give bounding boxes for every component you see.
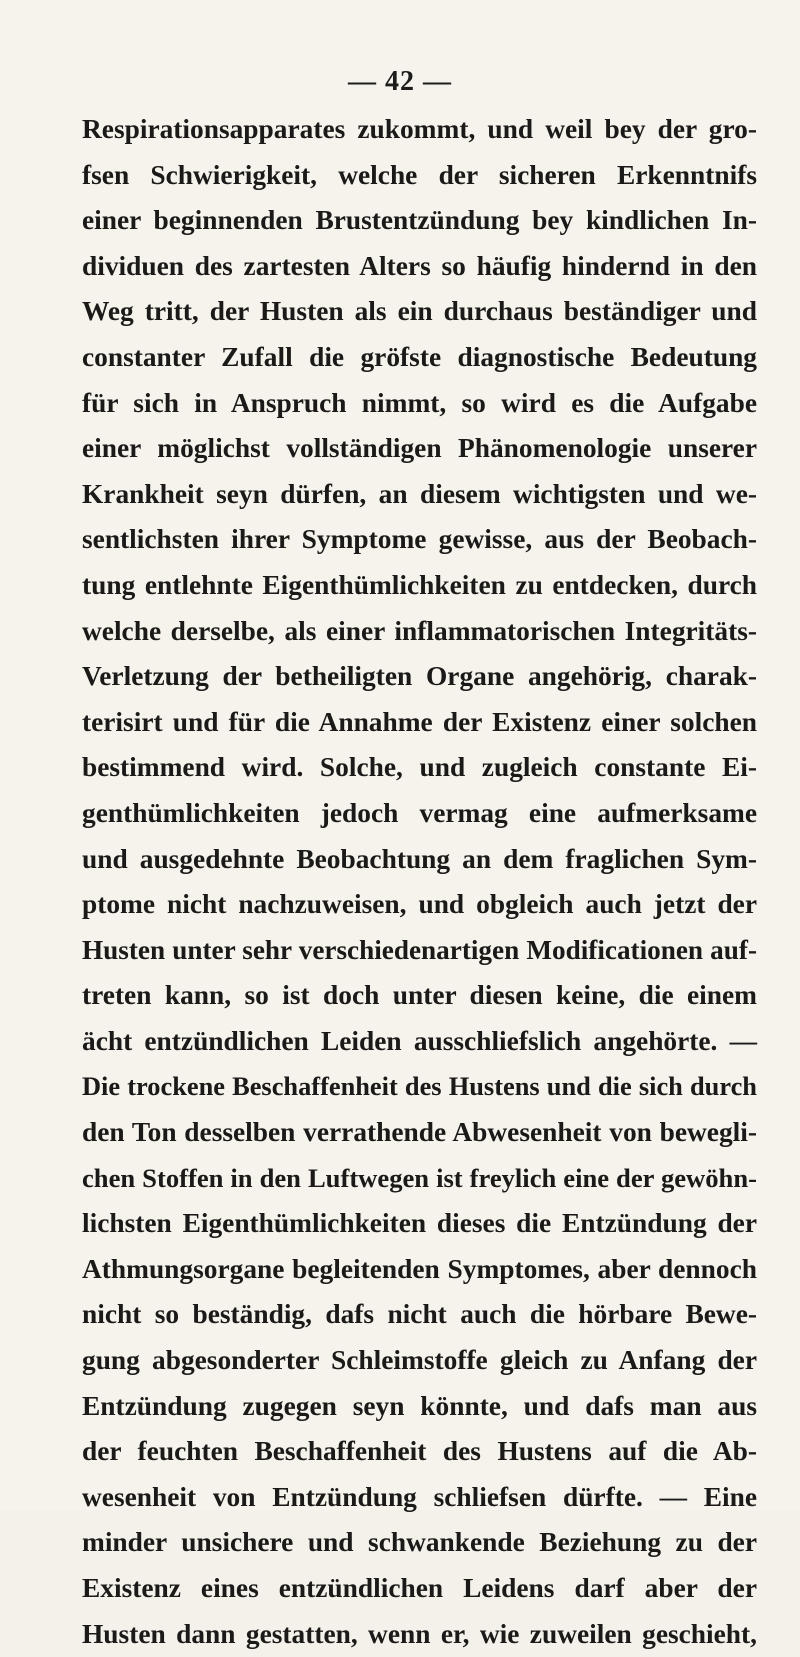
text-line: Verletzung der betheiligten Organe angehörig, charak- <box>82 661 757 692</box>
text-line: chen Stoffen in den Luftwegen ist freylich eine der gewöhn- <box>82 1162 757 1193</box>
text-line: dividuen des zartesten Alters so häufig hindernd in den <box>82 250 757 281</box>
text-line: ptome nicht nachzuweisen, und obgleich auch jetzt der <box>82 889 757 920</box>
text-line: welche derselbe, als einer inflammatorischen Integritäts- <box>82 615 757 646</box>
text-line: constanter Zufall die gröfste diagnostische Bedeutung <box>82 341 757 372</box>
text-line: und ausgedehnte Beobachtung an dem fraglichen Sym- <box>82 843 757 874</box>
text-line: treten kann, so ist doch unter diesen keine, die einem <box>82 980 757 1011</box>
text-line: minder unsichere und schwankende Beziehung zu der <box>82 1527 757 1558</box>
text-line: fsen Schwierigkeit, welche der sicheren Erkenntnifs <box>82 159 757 190</box>
text-line: gung abgesonderter Schleimstoffe gleich zu Anfang der <box>82 1345 757 1376</box>
text-line: Entzündung zugegen seyn könnte, und dafs man aus <box>82 1390 757 1421</box>
text-line: genthümlichkeiten jedoch vermag eine aufmerksame <box>82 797 757 828</box>
text-line: Existenz eines entzündlichen Leidens darf aber der <box>82 1573 757 1603</box>
body-text <box>82 107 757 1657</box>
text-line: Husten dann gestatten, wenn er, wie zuweilen geschieht, <box>82 1618 757 1649</box>
text-line: Krankheit seyn dürfen, an diesem wichtigsten und we- <box>82 478 757 509</box>
text-line: tung entlehnte Eigenthümlichkeiten zu entdecken, durch <box>82 569 757 600</box>
text-line: der feuchten Beschaffenheit des Hustens auf die Ab- <box>82 1436 757 1467</box>
text-line: Respirationsapparates zukommt, und weil bey der gro- <box>82 114 757 144</box>
text-line: Die trockene Beschaffenheit des Hustens und die sich durch <box>82 1071 757 1102</box>
text-line: sentlichsten ihrer Symptome gewisse, aus der Beobach- <box>82 524 757 555</box>
text-line: terisirt und für die Annahme der Existenz einer solchen <box>82 706 757 737</box>
text-line: Husten unter sehr verschiedenartigen Modificationen auf- <box>82 934 757 965</box>
text-line: ächt entzündlichen Leiden ausschliefslich angehörte. — <box>82 1025 757 1056</box>
text-line: einer beginnenden Brustentzündung bey kindlichen In- <box>82 205 757 236</box>
text-line: den Ton desselben verrathende Abwesenheit von bewegli- <box>82 1117 757 1148</box>
text-line: bestimmend wird. Solche, und zugleich constante Ei- <box>82 752 757 783</box>
text-line: Weg tritt, der Husten als ein durchaus beständiger und <box>82 296 757 327</box>
text-line: Athmungsorgane begleitenden Symptomes, aber dennoch <box>82 1253 757 1284</box>
text-line: einer möglichst vollständigen Phänomenologie unserer <box>82 433 757 464</box>
text-line: lichsten Eigenthümlichkeiten dieses die Entzündung der <box>82 1208 757 1239</box>
page-number: — 42 — <box>348 66 452 97</box>
text-line: für sich in Anspruch nimmt, so wird es die Aufgabe <box>82 387 757 418</box>
text-line: wesenheit von Entzündung schliefsen dürfte. — Eine <box>82 1481 757 1512</box>
text-line: nicht so beständig, dafs nicht auch die hörbare Bewe- <box>82 1299 757 1330</box>
